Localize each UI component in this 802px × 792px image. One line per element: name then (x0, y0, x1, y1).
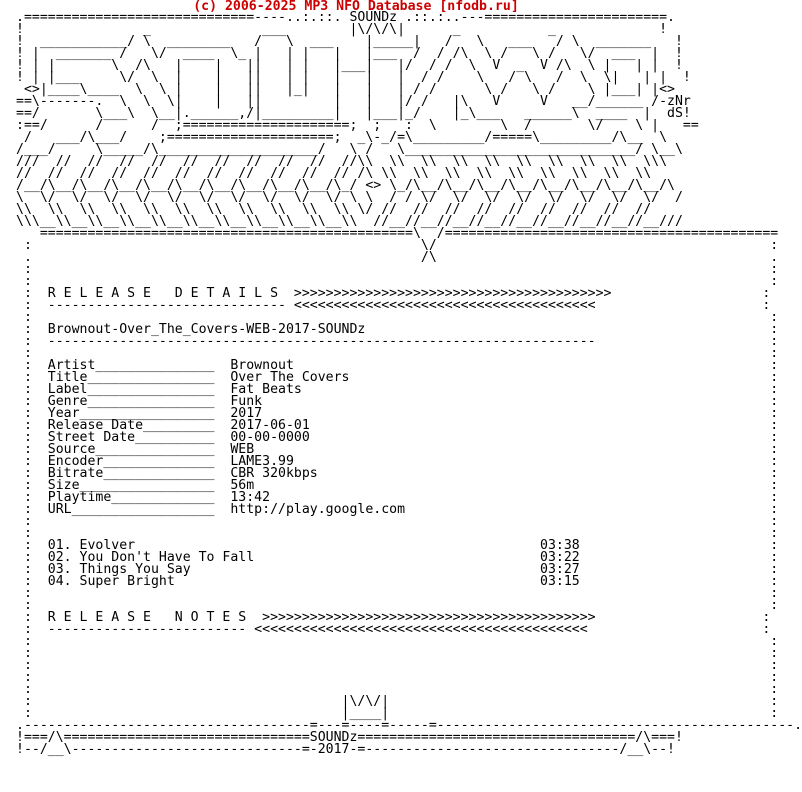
nfo-line: // // // // // // // // // // // /\ \\ \\ \\ \\ \\ \\ \\ \\ \\ (16, 166, 652, 181)
nfo-line: /__/\__/\__/\__/\__/\__/\__/\__/\__/\__/\_/ <> \_/\__/\__/\__/\__/\__/\__/\__/\__/\ (16, 178, 675, 193)
nfo-line: : 02. You Don't Have To Fall 03:22 : (16, 550, 779, 565)
nfo-line: : Release Date_________ 2017-06-01 : (16, 418, 779, 433)
nfo-line: : |\/\/| : (16, 694, 779, 709)
nfo-line: : : (16, 274, 779, 289)
nfo-line: \ \/ \/ \/ \/ \/ \/ \/ \/ \/ \/ \ \ / / \/ \/ \/ \/ \/ \/ \/ \/ / (16, 190, 683, 205)
nfo-line: : 04. Super Bright 03:15 : (16, 574, 779, 589)
nfo-line: ==/ \___\ \__|.______,/|_________| |___|_/ |_\___ ______\ ____ | dS! (16, 106, 691, 121)
nfo-line: : : (16, 646, 779, 661)
nfo-line: ===============================================\ /========================================== (16, 226, 779, 241)
nfo-line: !===/\===============================SOUNDz===================================/\===! (16, 730, 683, 745)
nfo-line: : : (16, 670, 779, 685)
nfo-line: : : (16, 586, 779, 601)
nfo-line: : |____| : (16, 706, 779, 721)
nfo-line: : : (16, 634, 779, 649)
nfo-line: \\ \\ \\ \\ \\ \\ \\ \\ \\ \\ \\ \/ // // // // // // // // // (16, 202, 652, 217)
nfo-line: : Source_______________ WEB : (16, 442, 779, 457)
nfo-line: / ___/\___/ ;=====================; _\-_/=\_________/=====\_________/\__ \ (16, 130, 668, 145)
nfo-line: : : (16, 346, 779, 361)
nfo-line: : Artist_______________ Brownout : (16, 358, 779, 373)
nfo-line: : Size_________________ 56m : (16, 478, 779, 493)
nfo-line: : Street Date__________ 00-00-0000 : (16, 430, 779, 445)
nfo-line: : --------------------------------------------------------------------- : (16, 334, 779, 349)
nfo-line: : URL__________________ http://play.google.com : (16, 502, 779, 517)
nfo-line: ! ___________/ \ ________ / \ ___ |_____| / \ ___ / \ _______ ! (16, 34, 683, 49)
nfo-line: : Year_________________ 2017 : (16, 406, 779, 421)
nfo-line: ! _ ___ |\/\/\| _ _ ! (16, 22, 668, 37)
nfo-line: . /\ . (16, 250, 779, 265)
nfo-text-body (16, 12, 802, 756)
nfo-line: : 03. Things You Say 03:27 : (16, 562, 779, 577)
nfo-line: : ------------------------------ <<<<<<<<<<<<<<<<<<<<<<<<<<<<<<<<<<<<<< : (16, 298, 771, 313)
nfo-line: : Title________________ Over The Covers : (16, 370, 779, 385)
nfo-line: : R E L E A S E D E T A I L S >>>>>>>>>>>>>>>>>>>>>>>>>>>>>>>>>>>>>>>> : (16, 286, 771, 301)
nfo-line: : Genre________________ Funk : (16, 394, 779, 409)
nfo-line: : : (16, 598, 779, 613)
nfo-line: \\\__\\__\\__\\__\\__\\__\\__\\__\\__\\__\\ //__//__//__//__//__//__//__//__//__/// (16, 214, 683, 229)
nfo-line: <>|____\____ \ \ | | || |_| | | | / / \ / \ / \ |___| |<> (16, 82, 675, 97)
nfo-line: : Brownout-Over_The_Covers-WEB-2017-SOUNDz : (16, 322, 779, 337)
nfo-line: ! | |___ \/ \ | | || | | | | | / / \ / \ / \ \| | | ! (16, 70, 691, 85)
nfo-line: :==/ / / ;=====================; ; : \ \ / \/ \ | == (16, 118, 699, 133)
nfo-database-header: (c) 2006-2025 MP3 NFO Database [nfodb.ru] (193, 0, 519, 14)
nfo-line: : : (16, 310, 779, 325)
nfo-line: : Encoder______________ LAME3.99 : (16, 454, 779, 469)
nfo-line: : : (16, 658, 779, 673)
nfo-line: .------------------------------------=---=----=-----=---------------------------------------------. (16, 718, 802, 733)
nfo-line: : 01. Evolver 03:38 : (16, 538, 779, 553)
nfo-line: : : (16, 514, 779, 529)
nfo-line: .=============================----..:.::. SOUNDz .::.:..---=======================. (16, 10, 675, 25)
nfo-line: : : (16, 526, 779, 541)
nfo-line: !--/__\-----------------------------=-2017-=--------------------------------/__\--! (16, 742, 675, 757)
nfo-line: : R E L E A S E N O T E S >>>>>>>>>>>>>>>>>>>>>>>>>>>>>>>>>>>>>>>>>> : (16, 610, 771, 625)
nfo-line: /___/ \_____/\____________________/ \ / \_____________________________/ \__\ (16, 142, 683, 157)
nfo-line: ! | _______ / \/ ____ \_ | | | | |___ / / /\ \ / \ / \/ ___ | ! (16, 46, 683, 61)
nfo-line: : : (16, 262, 779, 277)
nfo-line: /// // // // // // // // // // //\\ \\ \\ \\ \\ \\ \\ \\ \\ \\\ (16, 154, 668, 169)
nfo-line: : \/ : (16, 238, 779, 253)
nfo-line: ! | | \ /\ | | || | | |___| |/ / / \ V _ V /\ \ | | | ! (16, 58, 683, 73)
nfo-line: : ------------------------- <<<<<<<<<<<<<<<<<<<<<<<<<<<<<<<<<<<<<<<<<< : (16, 622, 771, 637)
nfo-line: : : (16, 682, 779, 697)
nfo-line: ==\-------. \ \ \| | || | | |/ / |\ V V __/______ /-zNr (16, 94, 691, 109)
nfo-line: : Playtime_____________ 13:42 : (16, 490, 779, 505)
nfo-line: : Bitrate______________ CBR 320kbps : (16, 466, 779, 481)
nfo-line: : Label________________ Fat Beats : (16, 382, 779, 397)
